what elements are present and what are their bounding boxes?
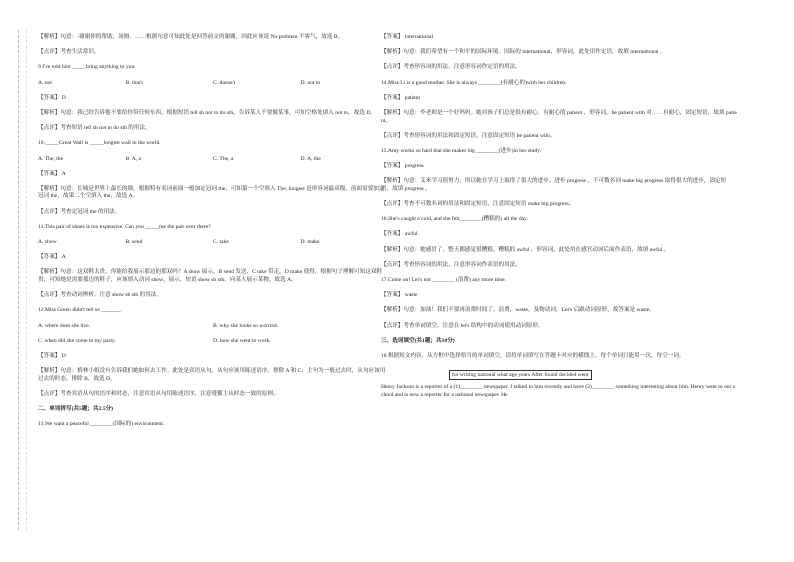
text-line: 【点评】考查短语 tell sb not to do sth 的用法。 (38, 125, 151, 132)
answer-option: B. send (125, 239, 143, 246)
answer-options (38, 338, 388, 346)
text-line: 【点评】考查单词填空，注意在 let's 结构中的动词使用动词原形。 (381, 322, 544, 329)
text-line: 【点评】考查动词辨析，注意 show sb sth 的用法。 (38, 292, 162, 299)
answer-option: D. make (300, 239, 320, 246)
text-line: 【解析】句意：她感冒了，整天都感觉很糟糕。糟糕的 awful ，形容词，此处用在感官动词后面作表语，故填 awful 。 (381, 246, 670, 253)
answer-option: D. A, the (300, 155, 321, 162)
answer-options (38, 323, 388, 331)
answer-option: C. take (213, 239, 229, 246)
text-line: 【点评】考查生活常识。 (38, 49, 100, 56)
text-line: 18.根据短文内容，从方框中选择恰当的单词填空，请将单词填写在答题卡对应的横线上。每个单词只能用一次，每空一词。 (381, 352, 685, 359)
text-line: 13.We want a peaceful ________(国际的) environment. (38, 421, 165, 428)
text-line: 【点评】考查形容词的用法，注意形容词作表语的用法。 (381, 261, 521, 268)
text-line: 【解析】句意：艾米学习很努力，所以她在学习上取得了很大的进步。进步 progress ，不可数名词 make big progress 取得很大的进步，固定短语，故填 progress 。 (381, 178, 727, 192)
answer-options (38, 239, 388, 247)
text-line: 【答案】 international (381, 34, 434, 40)
word-bank-row (381, 368, 737, 384)
answer-option: C. doesn't (213, 79, 236, 86)
text-line: 17.Come on! Let's not ________ (浪费) any more time. (381, 277, 506, 283)
left-column (38, 34, 388, 436)
answer-option: C. when did she come to my party. (38, 337, 116, 344)
text-line: 【解析】句意：长城是世界上最长的墙。根据特有名词前面一般加定冠词 the，可知第一个空填入 The; longest 是形容词最高级，前面需要加定冠词 the，故第二个空填入 the，故选 A。 (38, 185, 385, 200)
text-line: 【答案】 awful (381, 231, 418, 238)
text-line: 【解析】句意：我们希望有一个和平的国际环境。国际的 international，形容词，此处用作定语，故填 international 。 (381, 49, 666, 56)
text-line: 【答案】 patient (381, 94, 420, 101)
answer-option: B. why she looks so worried. (213, 322, 279, 329)
text-line: 【解析】句意：这双鞋太贵，你能给我展示那边的那双吗？A show 展示，B send 发送，C take 带走，D make 使得，根据句子理解可知这双鞋贵，可知她是需要那边的鞋子，应该填入动词 show，展示，短语 show sb sth，向某人展示某物，故选 A。 (38, 269, 383, 283)
text-line: 14.Miss Li is a good mother. She is always ________(有耐心的)with her children. (381, 79, 567, 86)
text-line: Henry Jackson is a reporter of a (1)________ newspaper. I talked to him recently and have (2)________ something interesting about him. Henry went to our school and is now a reporter for a national newspaper. He (381, 384, 736, 398)
text-line: 【答案】 D (38, 352, 66, 359)
right-column (381, 34, 737, 407)
text-line: 【点评】考查宾语从句的语序和时态，注意宾语从句用陈述语序，注意遵循主从时态一致的原则。 (38, 390, 279, 397)
text-line: 【点评】考查定冠词 the 的用法。 (38, 208, 121, 215)
text-line: 15.Amy works so hard that she makes big ________(进步)in her study. (381, 147, 541, 154)
section-heading: 三、选词填空(共1题；共10分) (381, 337, 455, 344)
answer-options (38, 156, 388, 164)
text-line: 【解析】句意：我已经告诉他不要给你带任何东西。根据短语 tell sb not to do sth，告诉某人不要做某事，可知空格处填入 not to，故选 D。 (38, 109, 376, 116)
text-line: 【点评】考查不可数名词的用法和固定短语，注意固定短语 make big progress。 (381, 201, 575, 208)
text-line: 16.She's caught a cold, and she felt________(糟糕的) all the day. (381, 216, 528, 223)
text-line: 10._____Great Wall is _____longest wall in the world. (38, 140, 161, 147)
text-line: 【答案】 A (38, 170, 66, 177)
answer-option: A. The, the (38, 155, 64, 162)
text-line: 【解析】句意：加油！我们不要再浪费时间了。浪费，waste，及物动词，Let's 后跟动词原形，故答案是 waste。 (381, 307, 655, 314)
answer-option: A. show (38, 239, 57, 246)
text-line: 【点评】考查形容词的用法，注意形容词作定语的用法。 (381, 64, 521, 71)
text-line: 11.This pair of shoes is too expensive. Can you _____me the pair over there? (38, 223, 211, 230)
answer-option: B. A, a (125, 155, 142, 162)
answer-option: D. not to (300, 79, 321, 86)
answer-options (38, 80, 388, 88)
text-line: 12.Miss Green didn't tell us _______. (38, 307, 123, 314)
text-line: 【解析】句意：-谢谢你的帮助，汤姆。……根据句意可知此处是回答前文的谢谢，因此应该说 No problem 不客气，故选 B。 (38, 34, 344, 40)
text-line: 【答案】 A (38, 254, 66, 261)
text-line: 【答案】 D (38, 94, 66, 101)
text-line: 【点评】考查形容词的用法和固定短语，注意固定短语 be patient with。 (381, 132, 556, 139)
section-heading: 二、单词拼写(共5题；共2.5分) (38, 406, 114, 413)
answer-option: A. where does she live. (38, 322, 91, 329)
text-line: 【答案】 progress (381, 163, 424, 170)
text-line: 9.I've told him _____bring anything to you. (38, 64, 136, 71)
answer-option: A. not (38, 79, 52, 86)
text-line: 【解析】句意：李老师是一个好妈妈。她对孩子们总是很有耐心。有耐心的 patient ，形容词，be patient with 对……有耐心，固定短语，故填 patient。 (381, 109, 737, 124)
word-bank-box: for writing national what age years After found decided went (449, 370, 592, 380)
text-line: 【解析】句意：格林小姐没有告诉我们她如何去工作。此处是宾语从句，从句应该用陈述语序，排除 A 和 C；主句为一般过去时，从句应该用过去的时态，排除 B，故选 D。 (38, 368, 386, 382)
answer-option: C. The, a (213, 155, 234, 162)
answer-option: D. how she went to work. (213, 337, 271, 344)
answer-option: B. don't (125, 79, 143, 86)
binding-margin-line-inner (26, 30, 27, 530)
text-line: 【答案】 waste (381, 292, 418, 299)
binding-margin-line (18, 30, 19, 530)
